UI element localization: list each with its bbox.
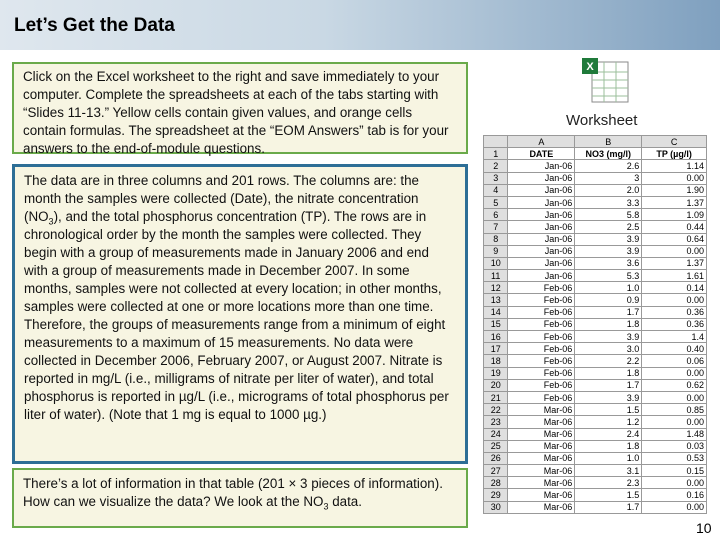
- nitrate-cell[interactable]: 2.3: [575, 477, 642, 489]
- tp-cell[interactable]: 1.4: [642, 331, 707, 343]
- nitrate-cell[interactable]: 1.7: [575, 306, 642, 318]
- table-row: [484, 209, 707, 221]
- table-row: [484, 221, 707, 233]
- column-label: DATE: [508, 148, 575, 160]
- date-cell[interactable]: Mar-06: [508, 501, 575, 513]
- column-letter: B: [575, 136, 642, 148]
- nitrate-cell[interactable]: 1.2: [575, 416, 642, 428]
- table-row: [484, 367, 707, 379]
- table-row: [484, 196, 707, 208]
- tp-cell[interactable]: 0.85: [642, 404, 707, 416]
- row-number[interactable]: 10: [484, 257, 508, 269]
- date-cell[interactable]: Mar-06: [508, 465, 575, 477]
- tp-cell[interactable]: 1.37: [642, 257, 707, 269]
- tp-cell[interactable]: 0.53: [642, 452, 707, 464]
- nitrate-cell[interactable]: 3.1: [575, 465, 642, 477]
- row-number[interactable]: 17: [484, 343, 508, 355]
- table-row: [484, 428, 707, 440]
- date-cell[interactable]: Feb-06: [508, 367, 575, 379]
- row-number[interactable]: 16: [484, 331, 508, 343]
- date-cell[interactable]: Jan-06: [508, 245, 575, 257]
- tp-cell[interactable]: 0.03: [642, 440, 707, 452]
- nitrate-cell[interactable]: 5.8: [575, 209, 642, 221]
- data-description-text: [24, 172, 456, 424]
- row-number[interactable]: 2: [484, 160, 508, 172]
- nitrate-cell[interactable]: 2.0: [575, 184, 642, 196]
- table-row: [484, 501, 707, 513]
- column-label: NO3 (mg/l): [575, 148, 642, 160]
- row-number[interactable]: 29: [484, 489, 508, 501]
- date-cell[interactable]: Feb-06: [508, 318, 575, 330]
- row-number[interactable]: 21: [484, 391, 508, 403]
- tp-cell[interactable]: 0.40: [642, 343, 707, 355]
- date-cell[interactable]: Feb-06: [508, 306, 575, 318]
- table-row: [484, 282, 707, 294]
- tp-cell[interactable]: 0.00: [642, 391, 707, 403]
- date-cell[interactable]: Feb-06: [508, 343, 575, 355]
- nitrate-cell[interactable]: 1.7: [575, 379, 642, 391]
- row-number[interactable]: 27: [484, 465, 508, 477]
- nitrate-cell[interactable]: 2.4: [575, 428, 642, 440]
- date-cell[interactable]: Mar-06: [508, 452, 575, 464]
- nitrate-cell[interactable]: 3.3: [575, 196, 642, 208]
- tp-cell[interactable]: 0.62: [642, 379, 707, 391]
- date-cell[interactable]: Feb-06: [508, 355, 575, 367]
- date-cell[interactable]: Mar-06: [508, 428, 575, 440]
- nitrate-cell[interactable]: 2.5: [575, 221, 642, 233]
- question-part1: There’s a lot of information in that table (201 × 3 pieces of information). How can we visualize the data? We look at the NO: [23, 476, 443, 509]
- tp-cell[interactable]: 0.64: [642, 233, 707, 245]
- table-row: [484, 233, 707, 245]
- table-row: [484, 404, 707, 416]
- question-text: [23, 475, 457, 511]
- page-number: 10: [696, 520, 712, 536]
- question-part2: data.: [328, 494, 362, 509]
- table-row: [484, 391, 707, 403]
- row-number[interactable]: 6: [484, 209, 508, 221]
- data-description-part2: ), and the total phosphorus concentration (TP). The rows are in chronological order by the month the samples were collected. They begin with a group of measurements made in January 2006 and end with a group of measurements made in December 2007. In some months, samples were not collected at every location; in other months, samples were collected at one or more locations more than one time. Therefore, the groups of measurements range from a minimum of eight measurements to a maximum of 15 measurements. No data were collected in December 2006, February 2007, or August 2007. Nitrate is reported in mg/L (i.e., milligrams of nitrate per liter of water), and total phosphorus is reported in µg/L (i.e., micrograms of total phosphorus per liter of water). (Note that 1 mg is equal to 1000 µg.): [24, 209, 449, 422]
- data-description-part1: The data are in three columns and 201 rows. The columns are: the month the samples were collected (Date), the nitrate concentration (NO: [24, 173, 419, 224]
- tp-cell[interactable]: 0.00: [642, 245, 707, 257]
- date-cell[interactable]: Jan-06: [508, 233, 575, 245]
- row-number[interactable]: 20: [484, 379, 508, 391]
- tp-cell[interactable]: 0.36: [642, 306, 707, 318]
- nitrate-cell[interactable]: 0.9: [575, 294, 642, 306]
- nitrate-cell[interactable]: 1.8: [575, 318, 642, 330]
- nitrate-cell[interactable]: 3.9: [575, 233, 642, 245]
- row-number[interactable]: 12: [484, 282, 508, 294]
- nitrate-cell[interactable]: 3.9: [575, 331, 642, 343]
- instructions-box: [12, 62, 468, 154]
- question-box: [12, 468, 468, 528]
- row-number[interactable]: 24: [484, 428, 508, 440]
- date-cell[interactable]: Feb-06: [508, 379, 575, 391]
- row-number[interactable]: 5: [484, 196, 508, 208]
- spreadsheet-preview[interactable]: [483, 135, 707, 514]
- table-row: [484, 172, 707, 184]
- column-letter: C: [642, 136, 707, 148]
- tp-cell[interactable]: 0.00: [642, 501, 707, 513]
- table-row: [484, 306, 707, 318]
- tp-cell[interactable]: 0.06: [642, 355, 707, 367]
- tp-cell[interactable]: 0.44: [642, 221, 707, 233]
- table-row: [484, 343, 707, 355]
- date-cell[interactable]: Jan-06: [508, 209, 575, 221]
- row-number[interactable]: 3: [484, 172, 508, 184]
- date-cell[interactable]: Mar-06: [508, 404, 575, 416]
- table-row: [484, 465, 707, 477]
- row-number[interactable]: 30: [484, 501, 508, 513]
- table-row: [484, 160, 707, 172]
- tp-cell[interactable]: 0.16: [642, 489, 707, 501]
- row-number[interactable]: 23: [484, 416, 508, 428]
- nitrate-cell[interactable]: 3.9: [575, 245, 642, 257]
- nitrate-cell[interactable]: 1.8: [575, 440, 642, 452]
- tp-cell[interactable]: 1.09: [642, 209, 707, 221]
- nitrate-cell[interactable]: 3.9: [575, 391, 642, 403]
- nitrate-cell[interactable]: 2.2: [575, 355, 642, 367]
- tp-cell[interactable]: 1.90: [642, 184, 707, 196]
- date-cell[interactable]: Mar-06: [508, 440, 575, 452]
- table-row: [484, 184, 707, 196]
- column-label: TP (µg/l): [642, 148, 707, 160]
- date-cell[interactable]: Mar-06: [508, 416, 575, 428]
- row-number[interactable]: 25: [484, 440, 508, 452]
- tp-cell[interactable]: 0.00: [642, 477, 707, 489]
- nitrate-cell[interactable]: 1.5: [575, 489, 642, 501]
- instructions-text: Click on the Excel worksheet to the right and save immediately to your computer. Complete the spreadsheets at each of the tabs starting with “Slides 11-13.” Yellow cells contain given values, and orange cells contain formulas. The spreadsheet at the “EOM Answers” tab is for your answers to the end-of-module questions.: [23, 69, 449, 156]
- date-cell[interactable]: Feb-06: [508, 294, 575, 306]
- row-number[interactable]: 28: [484, 477, 508, 489]
- date-cell[interactable]: Jan-06: [508, 257, 575, 269]
- tp-cell[interactable]: 1.37: [642, 196, 707, 208]
- excel-worksheet-icon[interactable]: [578, 56, 638, 106]
- row-number[interactable]: 11: [484, 270, 508, 282]
- row-number[interactable]: 18: [484, 355, 508, 367]
- table-row: [484, 477, 707, 489]
- nitrate-cell[interactable]: 3: [575, 172, 642, 184]
- data-description-box: [12, 164, 468, 464]
- tp-cell[interactable]: 0.00: [642, 294, 707, 306]
- date-cell[interactable]: Mar-06: [508, 477, 575, 489]
- tp-cell[interactable]: 1.14: [642, 160, 707, 172]
- tp-cell[interactable]: 1.48: [642, 428, 707, 440]
- no3-subscript-2: 3: [323, 501, 329, 512]
- slide-title: Let’s Get the Data: [14, 15, 175, 36]
- date-cell[interactable]: Jan-06: [508, 160, 575, 172]
- tp-cell[interactable]: 0.00: [642, 416, 707, 428]
- row-number: 1: [484, 148, 508, 160]
- row-number[interactable]: 22: [484, 404, 508, 416]
- no3-subscript: 3: [48, 216, 54, 227]
- row-number[interactable]: 7: [484, 221, 508, 233]
- row-number[interactable]: 4: [484, 184, 508, 196]
- worksheet-label: Worksheet: [566, 112, 638, 129]
- date-cell[interactable]: Jan-06: [508, 221, 575, 233]
- table-row: [484, 294, 707, 306]
- nitrate-cell[interactable]: 1.5: [575, 404, 642, 416]
- table-row: [484, 331, 707, 343]
- tp-cell[interactable]: 0.15: [642, 465, 707, 477]
- date-cell[interactable]: Jan-06: [508, 184, 575, 196]
- date-cell[interactable]: Jan-06: [508, 172, 575, 184]
- nitrate-cell[interactable]: 1.8: [575, 367, 642, 379]
- tp-cell[interactable]: 0.00: [642, 367, 707, 379]
- table-row: [484, 379, 707, 391]
- date-cell[interactable]: Mar-06: [508, 489, 575, 501]
- column-letter: A: [508, 136, 575, 148]
- row-number[interactable]: 15: [484, 318, 508, 330]
- table-row: [484, 416, 707, 428]
- nitrate-cell[interactable]: 3.6: [575, 257, 642, 269]
- row-number[interactable]: 14: [484, 306, 508, 318]
- table-row: [484, 440, 707, 452]
- table-row: [484, 452, 707, 464]
- corner-cell: [484, 136, 508, 148]
- tp-cell[interactable]: 0.00: [642, 172, 707, 184]
- nitrate-cell[interactable]: 1.0: [575, 452, 642, 464]
- column-label-row: [484, 148, 707, 160]
- nitrate-cell[interactable]: 1.7: [575, 501, 642, 513]
- tp-cell[interactable]: 0.14: [642, 282, 707, 294]
- date-cell[interactable]: Feb-06: [508, 282, 575, 294]
- svg-text:X: X: [586, 61, 594, 73]
- nitrate-cell[interactable]: 5.3: [575, 270, 642, 282]
- table-row: [484, 257, 707, 269]
- title-bar: [0, 0, 720, 50]
- tp-cell[interactable]: 1.61: [642, 270, 707, 282]
- column-letter-row: [484, 136, 707, 148]
- tp-cell[interactable]: 0.36: [642, 318, 707, 330]
- row-number[interactable]: 8: [484, 233, 508, 245]
- row-number[interactable]: 26: [484, 452, 508, 464]
- date-cell[interactable]: Jan-06: [508, 196, 575, 208]
- date-cell[interactable]: Jan-06: [508, 270, 575, 282]
- nitrate-cell[interactable]: 3.0: [575, 343, 642, 355]
- table-row: [484, 489, 707, 501]
- table-row: [484, 355, 707, 367]
- row-number[interactable]: 19: [484, 367, 508, 379]
- date-cell[interactable]: Feb-06: [508, 391, 575, 403]
- nitrate-cell[interactable]: 1.0: [575, 282, 642, 294]
- table-row: [484, 318, 707, 330]
- table-row: [484, 270, 707, 282]
- row-number[interactable]: 9: [484, 245, 508, 257]
- row-number[interactable]: 13: [484, 294, 508, 306]
- nitrate-cell[interactable]: 2.6: [575, 160, 642, 172]
- date-cell[interactable]: Feb-06: [508, 331, 575, 343]
- table-row: [484, 245, 707, 257]
